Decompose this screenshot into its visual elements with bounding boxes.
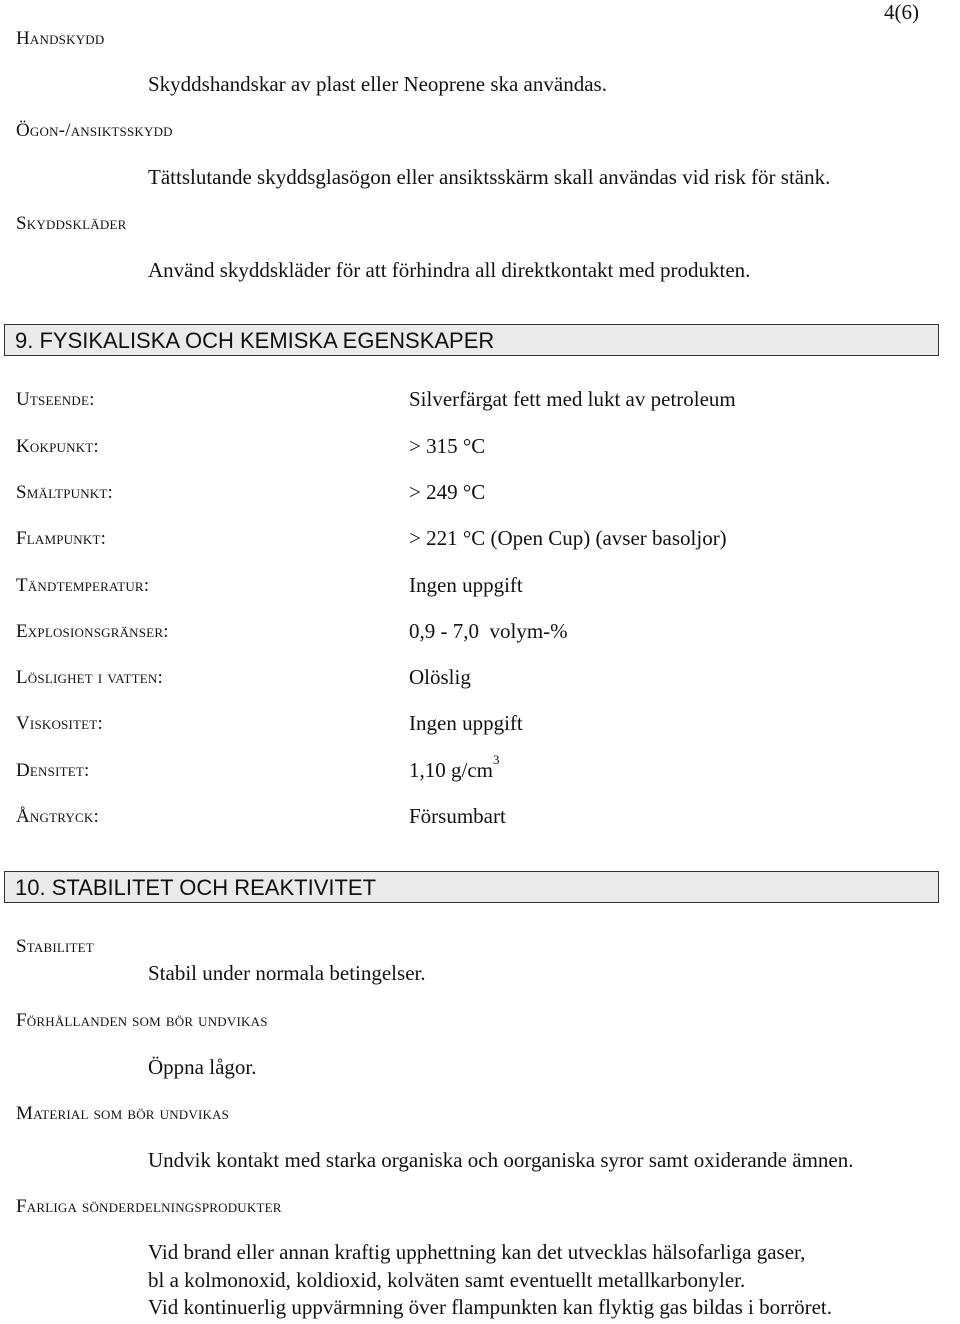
property-value: Försumbart xyxy=(409,804,506,828)
section-9-title: 9. FYSIKALISKA OCH KEMISKA EGENSKAPER xyxy=(15,328,495,353)
avoid-materials-text: Undvik kontakt med starka organiska och oorganiska syror samt oxiderande ämnen. xyxy=(148,1148,854,1172)
property-label: Explosionsgränser: xyxy=(16,621,169,642)
decomposition-label: Farliga sönderdelningsprodukter xyxy=(16,1196,282,1217)
avoid-conditions-text: Öppna lågor. xyxy=(148,1055,257,1079)
property-value: 0,9 - 7,0 volym-% xyxy=(409,619,568,643)
property-label: Densitet: xyxy=(16,760,90,781)
property-label: Tändtemperatur: xyxy=(16,575,150,596)
decomposition-line: bl a kolmonoxid, koldioxid, kolväten samt eventuellt metallkarbonyler. xyxy=(148,1268,746,1292)
property-label: Viskositet: xyxy=(16,713,103,734)
property-label: Utseende: xyxy=(16,389,95,410)
property-value: Ingen uppgift xyxy=(409,711,523,735)
hand-protection-label: Handskydd xyxy=(16,28,105,49)
stability-label: Stabilitet xyxy=(16,936,94,957)
density-value: 1,10 g/cm xyxy=(409,758,493,782)
avoid-conditions-label: Förhållanden som bör undvikas xyxy=(16,1010,268,1031)
section-10-header xyxy=(4,871,939,903)
hand-protection-text: Skyddshandskar av plast eller Neoprene ska användas. xyxy=(148,72,607,96)
page-number: 4(6) xyxy=(884,0,919,24)
property-value: > 315 °C xyxy=(409,434,486,458)
density-superscript: 3 xyxy=(493,752,500,767)
property-value: Olöslig xyxy=(409,665,471,689)
section-10-title: 10. STABILITET OCH REAKTIVITET xyxy=(15,875,377,900)
clothing-protection-text: Använd skyddskläder för att förhindra all direktkontakt med produkten. xyxy=(148,258,751,282)
property-value-density xyxy=(409,752,500,783)
property-label: Kokpunkt: xyxy=(16,436,99,457)
section-9-header xyxy=(4,324,939,356)
property-label: Smältpunkt: xyxy=(16,482,114,503)
property-value: > 249 °C xyxy=(409,480,486,504)
eye-protection-text: Tättslutande skyddsglasögon eller ansiktsskärm skall användas vid risk för stänk. xyxy=(148,165,831,189)
property-label: Löslighet i vatten: xyxy=(16,667,163,688)
stability-text: Stabil under normala betingelser. xyxy=(148,961,426,985)
eye-protection-label: Ögon-/ansiktsskydd xyxy=(16,120,173,141)
avoid-materials-label: Material som bör undvikas xyxy=(16,1103,230,1124)
property-value: Ingen uppgift xyxy=(409,573,523,597)
property-value: Silverfärgat fett med lukt av petroleum xyxy=(409,387,736,411)
property-label: Ångtryck: xyxy=(16,806,99,827)
property-value: > 221 °C (Open Cup) (avser basoljor) xyxy=(409,526,727,550)
property-label: Flampunkt: xyxy=(16,528,107,549)
decomposition-line: Vid kontinuerlig uppvärmning över flampunkten kan flyktig gas bildas i borröret. xyxy=(148,1295,833,1319)
decomposition-line: Vid brand eller annan kraftig upphettning kan det utvecklas hälsofarliga gaser, xyxy=(148,1240,806,1264)
clothing-protection-label: Skyddskläder xyxy=(16,213,127,234)
